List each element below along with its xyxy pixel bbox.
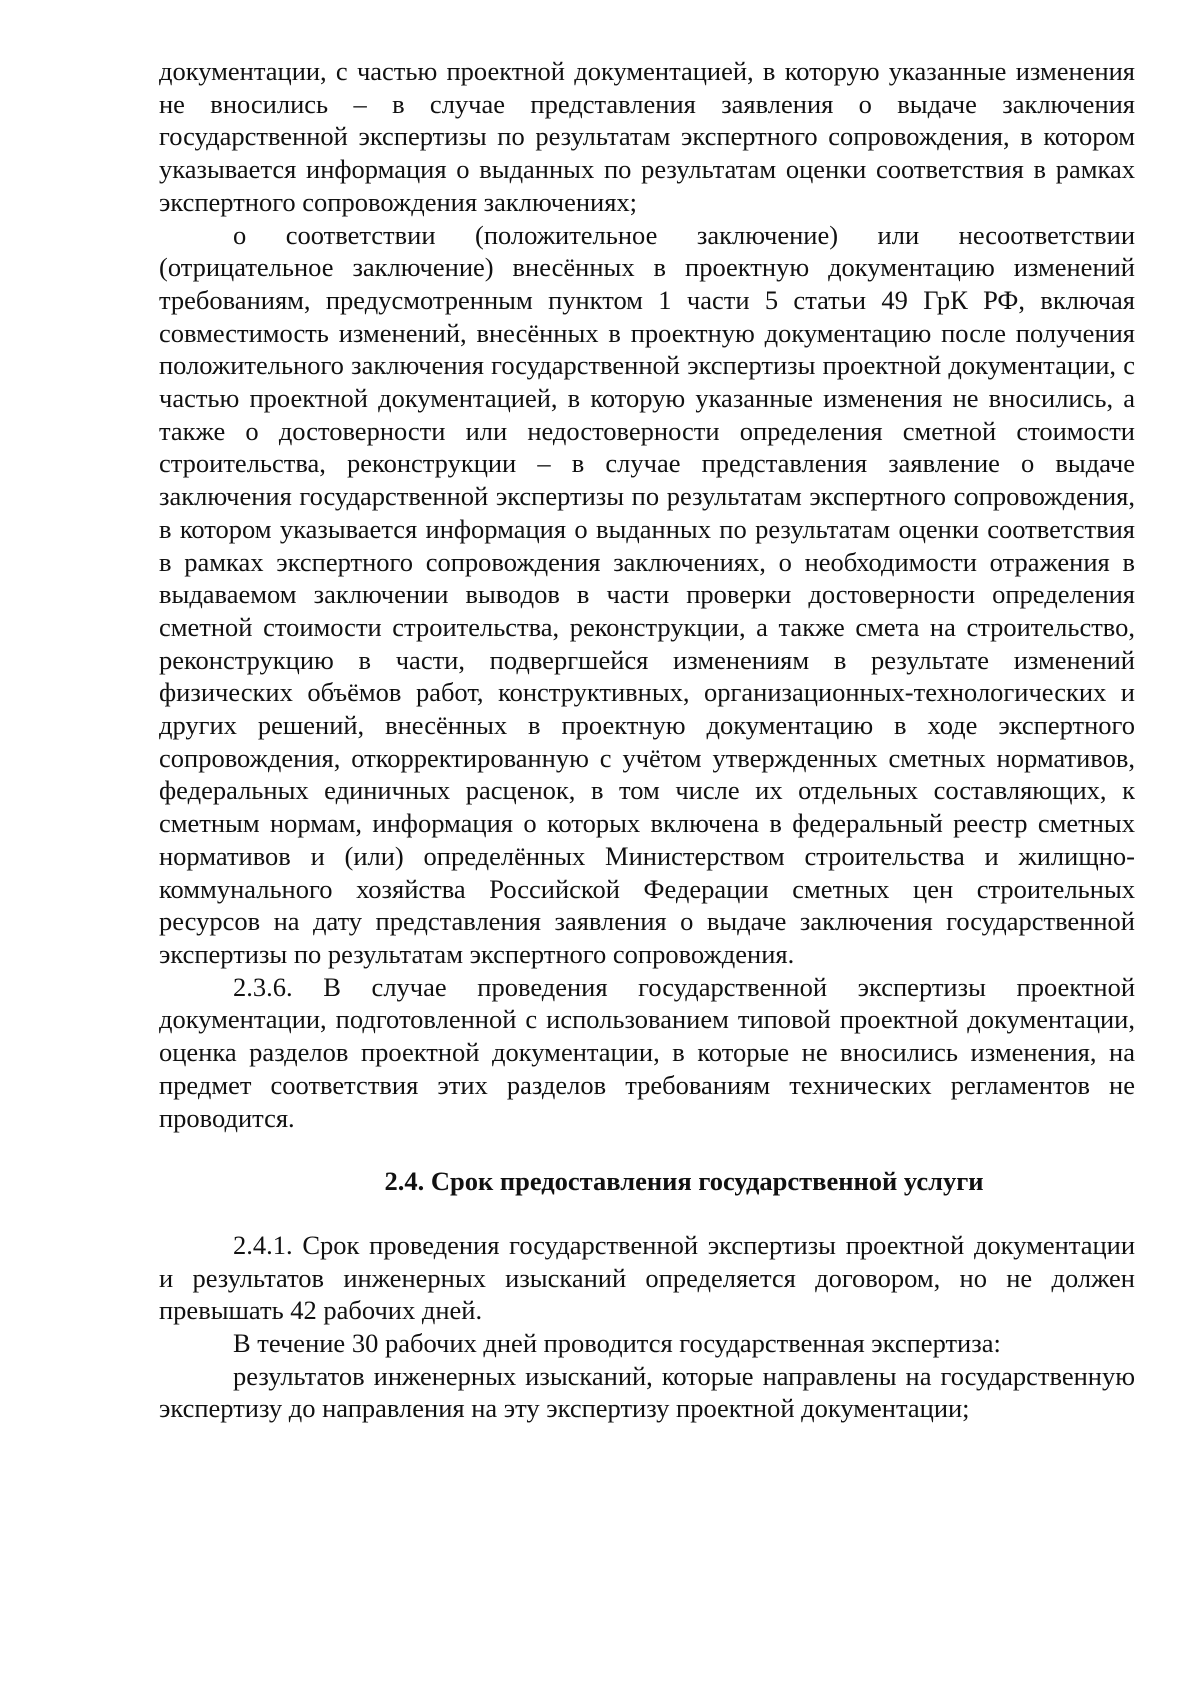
section-heading-2-4: 2.4. Срок предоставления государственной услуги [384, 1166, 984, 1197]
paragraph-2-4-1: 2.4.1. Срок проведения государственной экспертизы проектной документации и результатов инженерных изысканий определяется договором, но не должен превышать 42 рабочих дней. [159, 1229, 1135, 1326]
paragraph-conformity: о соответствии (положительное заключение) или несоответствии (отрицательное заключение) внесённых в проектную документацию изменений требованиям, предусмотренным пунктом 1 части 5 статьи 49 ГрК РФ, включая совместимость изменений, внесённых в проектную документацию после получения положительного заключения государственной экспертизы проектной документации, с частью проектной документацией, в которую указанные изменения не вносились, а также о достоверности или недостоверности определения сметной стоимости строительства, реконструкции – в случае представления заявление о выдаче заключения государственной экспертизы по результатам экспертного сопровождения, в котором указывается информация о выданных по результатам оценки соответствия в рамках экспертного сопровождения заключениях, о необходимости отражения в выдаваемом заключении выводов в части проверки достоверности определения сметной стоимости строительства, реконструкции, а также смета на строительство, реконструкцию в части, подвергшейся изменениям в результате изменений физических объёмов работ, конструктивных, организационных-технологических и других решений, внесённых в проектную документацию в ходе экспертного сопровождения, откорректированную с учётом утвержденных сметных нормативов, федеральных единичных расценок, в том числе их отдельных составляющих, к сметным нормам, информация о которых включена в федеральный реестр сметных нормативов и (или) определённых Министерством строительства и жилищно-коммунального хозяйства Российской Федерации сметных цен строительных ресурсов на дату представления заявления о выдаче заключения государственной экспертизы по результатам экспертного сопровождения. [159, 219, 1135, 969]
paragraph-continuation: документации, с частью проектной документацией, в которую указанные изменения не вносились – в случае представления заявления о выдаче заключения государственной экспертизы по результатам экспертного сопровождения, в котором указывается информация о выданных по результатам оценки соответствия в рамках экспертного сопровождения заключениях; [159, 56, 1135, 217]
paragraph-survey-results: результатов инженерных изысканий, которые направлены на государственную экспертизу до направления на эту экспертизу проектной документации; [159, 1360, 1135, 1424]
paragraph-2-3-6: 2.3.6. В случае проведения государственной экспертизы проектной документации, подготовленной с использованием типовой проектной документации, оценка разделов проектной документации, в которые не вносились изменения, на предмет соответствия этих разделов требованиям технических регламентов не проводится. [159, 971, 1135, 1133]
paragraph-30-days: В течение 30 рабочих дней проводится государственная экспертиза: [233, 1328, 1001, 1359]
document-page [159, 55, 1135, 1425]
